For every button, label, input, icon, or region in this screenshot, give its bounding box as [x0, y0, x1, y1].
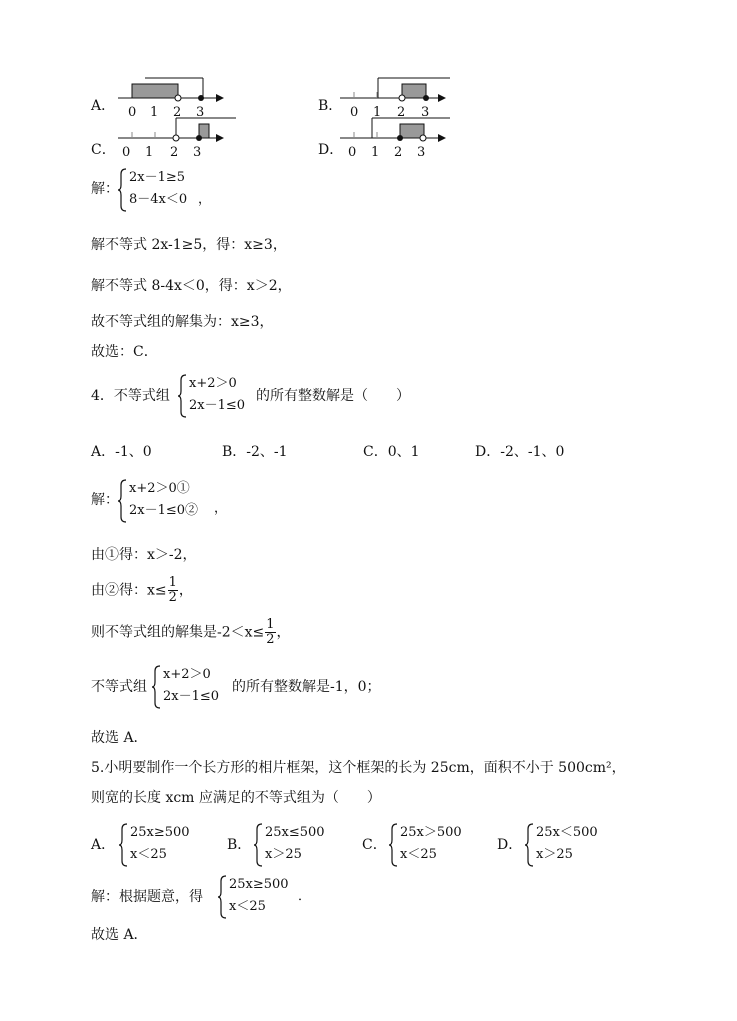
answer-line: 故选 A． [91, 730, 148, 746]
system-row: 25x≥500 [229, 877, 289, 892]
conclusion-prefix: 不等式组 [91, 679, 147, 695]
fraction [265, 618, 275, 647]
number-line-c [118, 114, 240, 164]
solution-label: 解： [91, 181, 119, 197]
system-row: 25x≤500 [265, 825, 325, 840]
option-b: B．-2、-1 [222, 444, 288, 460]
shaded-region [132, 84, 178, 98]
step-text: 由②得：x≤ [91, 582, 167, 599]
system-row: x＜25 [229, 899, 266, 914]
question-4-prefix: 4．不等式组 [91, 388, 170, 404]
step-line: 解不等式 2x-1≥5，得：x≥3， [91, 237, 287, 253]
option-a-label: A． [91, 837, 116, 853]
system-row: x＞25 [265, 847, 302, 862]
fraction [168, 576, 178, 605]
brace-icon [254, 823, 264, 867]
tick-label: 1 [150, 105, 159, 120]
brace-icon [525, 823, 535, 867]
tick-label: 0 [350, 105, 359, 120]
answer-line: 故选：C． [91, 344, 158, 360]
open-point [173, 135, 179, 141]
inequality-system [118, 479, 228, 523]
option-c: C．0、1 [363, 444, 420, 460]
tick-label: 3 [196, 105, 205, 120]
axis-arrow [216, 134, 224, 142]
option-c-label: C． [362, 837, 387, 853]
step-line [91, 576, 193, 605]
system-row: 2x－1≤0 [163, 689, 220, 704]
open-point [175, 95, 181, 101]
option-d: D．-2、-1、0 [475, 444, 565, 460]
option-d-label: D． [318, 142, 344, 158]
option-d-label: D． [497, 837, 523, 853]
inequality-system [118, 168, 238, 212]
closed-point [397, 135, 403, 141]
option-b-label: B． [227, 837, 252, 853]
step-tail: ， [178, 582, 193, 599]
inequality-system [218, 875, 312, 919]
option-a: A．-1、0 [91, 444, 152, 460]
inequality-system [152, 665, 234, 709]
conclusion-suffix: 的所有整数解是-1，0； [232, 679, 381, 695]
solution-label: 解： [91, 492, 119, 508]
tick-label: 0 [122, 145, 131, 160]
inequality-system [178, 374, 260, 418]
solution-prefix: 解：根据题意，得 [91, 889, 203, 905]
brace-icon [118, 479, 128, 523]
system-row: 2x－1≤0 [189, 398, 246, 413]
brace-icon [118, 168, 128, 212]
step-line: 解不等式 8-4x＜0，得：x＞2， [91, 278, 292, 294]
system-row: x＞25 [536, 847, 573, 862]
system-row: x+2＞0① [129, 481, 190, 496]
closed-point [196, 135, 202, 141]
tick-label: 1 [373, 105, 382, 120]
closed-point [423, 95, 429, 101]
tick-label: 1 [371, 145, 380, 160]
question-5-line: 5.小明要制作一个长方形的相片框架，这个框架的长为 25cm，面积不小于 500cm²， [91, 760, 626, 776]
open-point [420, 135, 426, 141]
axis-arrow [438, 134, 446, 142]
step-text: 则不等式组的解集是-2＜x≤ [91, 624, 265, 641]
brace-icon [152, 665, 162, 709]
question-5-line: 则宽的长度 xcm 应满足的不等式组为（ ） [91, 790, 381, 806]
inequality-system [389, 823, 474, 867]
system-row: 25x＜500 [536, 825, 598, 840]
system-row: x＜25 [130, 847, 167, 862]
brace-icon [119, 823, 129, 867]
system-row: 25x＞500 [400, 825, 462, 840]
tick-label: 2 [173, 105, 182, 120]
brace-icon [389, 823, 399, 867]
tick-label: 2 [397, 105, 406, 120]
fraction-denominator: 2 [168, 590, 177, 605]
answer-line: 故选 A． [91, 927, 148, 943]
fraction-numerator: 1 [266, 617, 275, 632]
axis-arrow [438, 94, 446, 102]
tick-label: 3 [421, 105, 430, 120]
tick-label: 2 [394, 145, 403, 160]
inequality-system [525, 823, 610, 867]
tick-label: 3 [193, 145, 202, 160]
system-row: 25x≥500 [130, 825, 190, 840]
brace-icon [218, 875, 228, 919]
step-line [91, 618, 291, 647]
tick-label: 2 [170, 145, 179, 160]
axis-arrow [216, 94, 224, 102]
step-tail: ， [276, 624, 291, 641]
shaded-region [402, 84, 426, 98]
system-row: x＜25 [400, 847, 437, 862]
tick-label: 0 [128, 105, 137, 120]
system-tail: ． [298, 889, 312, 904]
tick-label: 0 [348, 145, 357, 160]
tick-label: 1 [145, 145, 154, 160]
system-row: 2x－1≥5 [129, 170, 186, 185]
closed-point [198, 95, 204, 101]
step-line: 由①得：x＞-2， [91, 547, 197, 563]
step-line: 故不等式组的解集为：x≥3， [91, 314, 274, 330]
option-a-label: A． [91, 98, 116, 114]
fraction-denominator: 2 [266, 632, 275, 647]
system-row: 8－4x＜0 [129, 192, 188, 207]
inequality-system [254, 823, 339, 867]
brace-icon [178, 374, 188, 418]
question-4-suffix: 的所有整数解是（ ） [256, 388, 410, 404]
system-row: x+2＞0 [189, 376, 237, 391]
fraction-numerator: 1 [168, 575, 177, 590]
system-tail: ， [214, 501, 228, 516]
option-c-label: C． [91, 142, 116, 158]
system-row: x+2＞0 [163, 667, 211, 682]
option-b-label: B． [318, 98, 343, 114]
open-point [399, 95, 405, 101]
inequality-system [119, 823, 204, 867]
system-tail: ， [198, 192, 212, 207]
number-line-d [340, 114, 455, 164]
tick-label: 3 [417, 145, 426, 160]
system-row: 2x－1≤0② [129, 503, 199, 518]
